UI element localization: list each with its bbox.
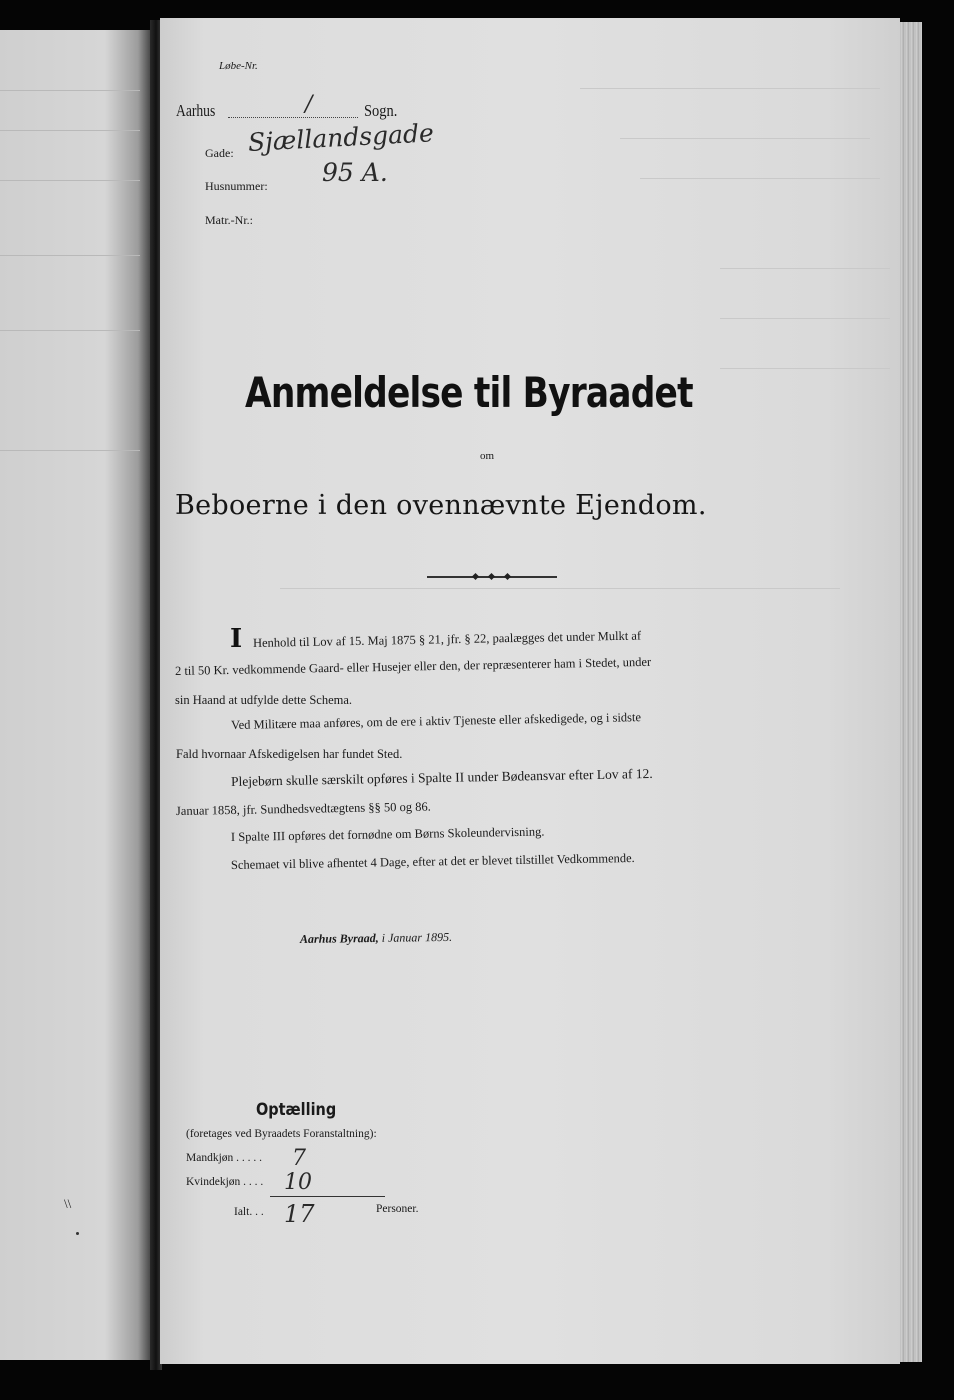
body-line-1: Henhold til Lov af 15. Maj 1875 § 21, jfr. § 22, paalægges det under Mulkt af — [252, 628, 642, 650]
title-ornament — [427, 576, 557, 578]
body-line-5: Fald hvornaar Afskedigelsen har fundet Sted. — [176, 747, 403, 761]
title-connector: om — [480, 450, 495, 462]
form-subtitle: Beboerne i den ovennævnte Ejendom. — [175, 490, 707, 521]
page-stack-edge — [900, 22, 922, 1362]
total-count-label: Ialt. . . — [234, 1206, 264, 1218]
city-label: Aarhus — [176, 101, 216, 120]
male-count-value: 7 — [292, 1146, 306, 1171]
house-number-label: Husnummer: — [205, 179, 268, 193]
form-title: Anmeldelse til Byraadet — [245, 368, 693, 417]
lobe-nr-label: Løbe-Nr. — [219, 60, 258, 72]
body-initial: I — [230, 624, 243, 654]
count-title: Optælling — [256, 1100, 337, 1120]
body-line-2: 2 til 50 Kr. vedkommende Gaard- eller Husejer eller den, der repræsenterer ham i Stedet, under — [174, 654, 652, 678]
female-count-value: 10 — [284, 1170, 312, 1195]
street-value: Sjællandsgade — [247, 118, 435, 157]
form-page — [160, 18, 900, 1364]
left-facing-page — [0, 30, 150, 1360]
sum-line — [270, 1196, 385, 1197]
female-count-label: Kvindekjøn . . . . — [186, 1176, 264, 1188]
persons-label: Personer. — [376, 1203, 419, 1215]
body-line-9: Schemaet vil blive afhentet 4 Dage, efter at det er blevet tilstillet Vedkommende. — [230, 850, 635, 872]
signature-date: i Januar 1895. — [381, 929, 453, 945]
parish-label: Sogn. — [364, 101, 398, 120]
street-label: Gade: — [205, 146, 234, 160]
signature-line — [300, 930, 452, 947]
signature-authority: Aarhus Byraad, — [299, 930, 379, 946]
body-line-8: I Spalte III opføres det fornødne om Børns Skoleundervisning. — [230, 824, 545, 844]
body-line-7: Januar 1858, jfr. Sundhedsvedtægtens §§ 50 og 86. — [175, 799, 431, 818]
left-page-dot — [76, 1232, 79, 1235]
body-line-4: Ved Militære maa anføres, om de ere i aktiv Tjeneste eller afskedigede, og i sidste — [230, 710, 642, 732]
body-line-3: sin Haand at udfylde dette Schema. — [175, 693, 353, 707]
male-count-label: Mandkjøn . . . . . — [186, 1152, 263, 1164]
parish-value: / — [305, 92, 313, 117]
house-number-value: 95 A. — [322, 158, 388, 187]
left-page-margin-mark: \\ — [64, 1196, 72, 1211]
parish-dotline — [228, 117, 358, 118]
total-count-value: 17 — [284, 1200, 315, 1228]
body-line-6: Plejebørn skulle særskilt opføres i Spalte II under Bødeansvar efter Lov af 12. — [230, 765, 653, 789]
matr-nr-label: Matr.-Nr.: — [205, 213, 253, 227]
count-note: (foretages ved Byraadets Foranstaltning): — [186, 1128, 377, 1140]
